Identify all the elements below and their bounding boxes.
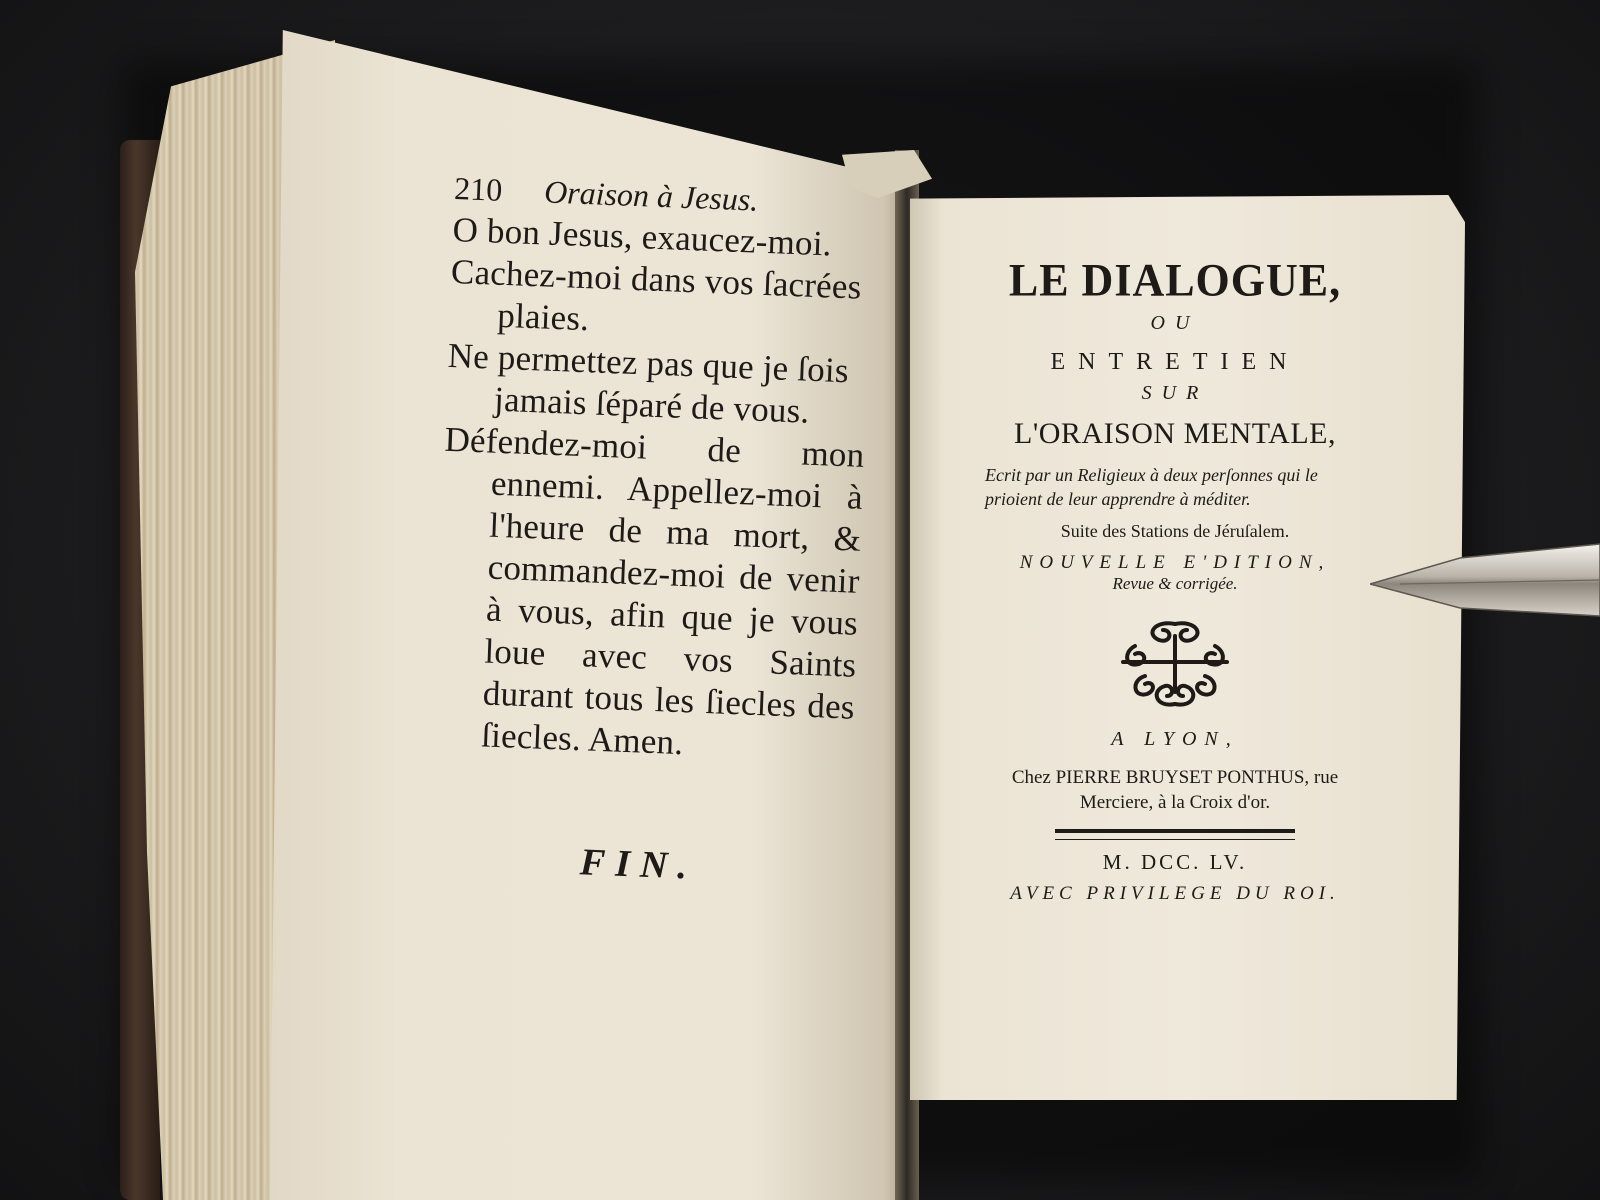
imprint-printer: Chez PIERRE BRUYSET PONTHUS, rue Merciere, à la Croix d'or. [1011,767,1339,813]
knife-blade [1370,540,1600,620]
double-rule [1055,829,1295,840]
title-ou: OU [1150,312,1200,334]
title-oraison-mentale: L'ORAISON MENTALE, [1014,417,1336,450]
fin-mark: FIN. [579,841,698,888]
title-entretien: ENTRETIEN [1050,349,1300,375]
imprint-place: A LYON, [1111,728,1239,750]
title-sur: SUR [1141,382,1209,404]
title-suite: Suite des Stations de Jéruſalem. [1060,521,1290,541]
verse-4: Défendez-moi de mon ennemi. Appellez-moi à l'heure de ma mort, & commandez-moi de venir à vous, afin que je vous loue avec vos Saints durant tous les ſiecles des ſiecles. Amen. [443,419,866,763]
imprint-date: M. DCC. LV. [1102,850,1248,874]
title-page-text [985,255,1365,905]
verse-1: O bon Jesus, exaucez-moi. [451,209,833,264]
privilege-line: AVEC PRIVILEGE DU ROI. [1010,883,1340,904]
left-page-text [428,170,875,895]
revue-line: Revue & corrigée. [1112,574,1238,593]
verse-2: Cachez-moi dans vos ſacrées plaies. [450,251,863,339]
verse-3: Ne permettez pas que je ſois jamais ſéparé de vous. [447,335,850,431]
edition-line: NOUVELLE E'DITION, [1019,552,1331,573]
book-title: LE DIALOGUE, [1008,254,1342,307]
running-head-title: Oraison à Jesus. [543,173,759,218]
title-description: Ecrit par un Religieux à deux perſonnes qui le prioient de leur apprendre à méditer. [985,465,1318,509]
page-number: 210 [453,170,503,208]
printers-ornament-icon [1115,616,1235,712]
